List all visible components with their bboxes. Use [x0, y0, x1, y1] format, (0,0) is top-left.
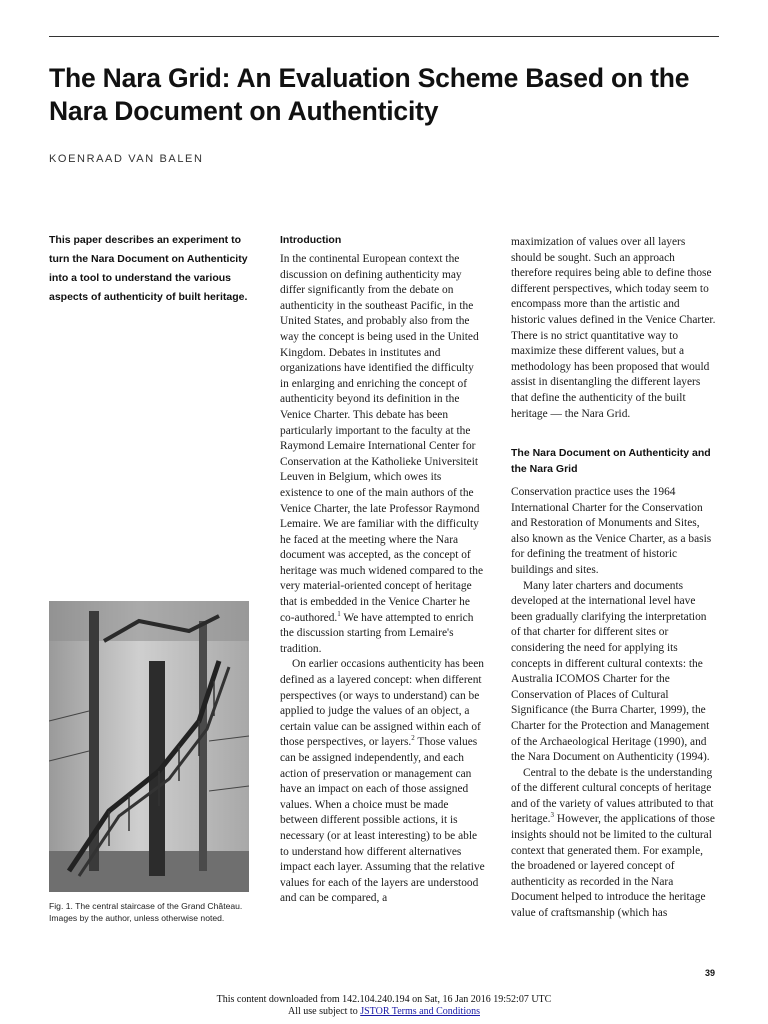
intro-paragraph-1: [280, 252, 485, 657]
nara-paragraph-1: Conservation practice uses the 1964 International Charter for the Conservation and Restoration of Monuments and Sites, also known as the Venice Charter, as a basis for defining the treatment of historic buildings and sites.: [511, 486, 712, 576]
footnote-ref-3: 3: [550, 811, 555, 820]
footer-terms-prefix: All use subject to: [288, 1005, 361, 1017]
staircase-photo: [49, 601, 249, 892]
column-middle: [280, 252, 485, 907]
section-heading-nara: The Nara Document on Authenticity and the Nara Grid: [511, 447, 711, 475]
download-footer: [0, 994, 768, 1017]
intro-paragraph-2-continued: maximization of values over all layers should be sought. Such an approach therefore requires being able to define those different perspectives, which today seem to encompass more than the artistic and historic values defined in the Venice Charter. There is no strict quantitative way to maximize these different values, but a methodology has been proposed that would assist in disentangling the different layers that define the authenticity of the built heritage — the Nara Grid.: [511, 236, 716, 420]
section-heading-introduction: Introduction: [280, 234, 342, 246]
intro-paragraph-2: [280, 657, 485, 907]
article-title: The Nara Grid: An Evaluation Scheme Based on the Nara Document on Authenticity: [49, 63, 690, 126]
intro-p2-text-a: On earlier occasions authenticity has been defined as a layered concept: when different perspectives (or ways to understand) can be applied to judge the values of an object, a certain value can be assigned within each of those perspectives, or layers.: [280, 658, 484, 749]
staircase-photo-drawing: [49, 601, 249, 892]
intro-p1-text-a: In the continental European context the discussion on defining authenticity may differ significantly from the debate on authenticity in the southeast Pacific, in the United States, and probably also from the way the concept is being used in the United Kingdom. Debates in institutes and organizations have identified the difficulty in enlarging and enriching the concept of authenticity beyond its definition in the Venice Charter. This debate has been particularly important to the faculty at the Raymond Lemaire International Center for Conservation at the Katholieke Universiteit Leuven in Belgium, which owes its existence to one of the main authors of the Venice Charter, the late Professor Raymond Lemaire. We are familiar with the difficulty he faced at the meeting where the Nara document was accepted, as the concept of heritage was much widened compared to the very material-oriented concept of heritage that is embedded in the Venice Charter he co-authored.: [280, 253, 484, 624]
figure-caption: Fig. 1. The central staircase of the Grand Château. Images by the author, unless otherwise noted.: [49, 901, 243, 923]
author-name: KOENRAAD VAN BALEN: [49, 153, 204, 165]
column-right-top: [511, 235, 716, 422]
footer-download-line: This content downloaded from 142.104.240.194 on Sat, 16 Jan 2016 19:52:07 UTC: [216, 994, 552, 1005]
nara-p3-text-a: Central to the debate is the understanding of the different cultural concepts of heritage and of the variety of values attributed to that heritage.: [511, 766, 714, 826]
footer-terms-line: [0, 1006, 768, 1018]
footnote-ref-1: 1: [337, 609, 341, 618]
jstor-terms-link[interactable]: JSTOR Terms and Conditions: [360, 1005, 480, 1017]
intro-p1-text-b: We have attempted to enrich the discussion starting from Lemaire's tradition.: [280, 611, 474, 655]
column-right-bottom: [511, 485, 716, 922]
nara-paragraph-3: [511, 766, 716, 922]
page-number: 39: [705, 968, 716, 978]
abstract: This paper describes an experiment to turn the Nara Document on Authenticity into a tool to understand the various aspects of authenticity of built heritage.: [49, 234, 248, 303]
nara-p3-text-b: However, the applications of those insights should not be limited to the cultural context that generated them. For example, the broadened or layered concept of authenticity as recorded in the Nara Document helped to introduce the heritage value of craftsmanship (which has: [511, 813, 715, 920]
nara-paragraph-2: Many later charters and documents developed at the international level have been gradually clarifying the interpretation of that charter for different sites or considering the need for applying its concepts in different cultural contexts: the Australia ICOMOS Charter for the Conservation of Places of Cultural Significance (the Burra Charter, 1999), the Charter for the Protection and Management of the Archaeological Heritage (1990), and the Nara Document on Authenticity (1994).: [511, 579, 710, 764]
top-rule: [49, 36, 719, 37]
intro-p2-text-b: Those values can be assigned independently, and each action of preservation or management can have an impact on each of those assigned values. When a choice must be made between different possible actions, it is necessary (or at least interesting) to be able to understand how different alternatives impact each layer. Assuming that the relative values for each of the layers are understood and can be compared, a: [280, 736, 485, 905]
footnote-ref-2: 2: [411, 734, 415, 743]
